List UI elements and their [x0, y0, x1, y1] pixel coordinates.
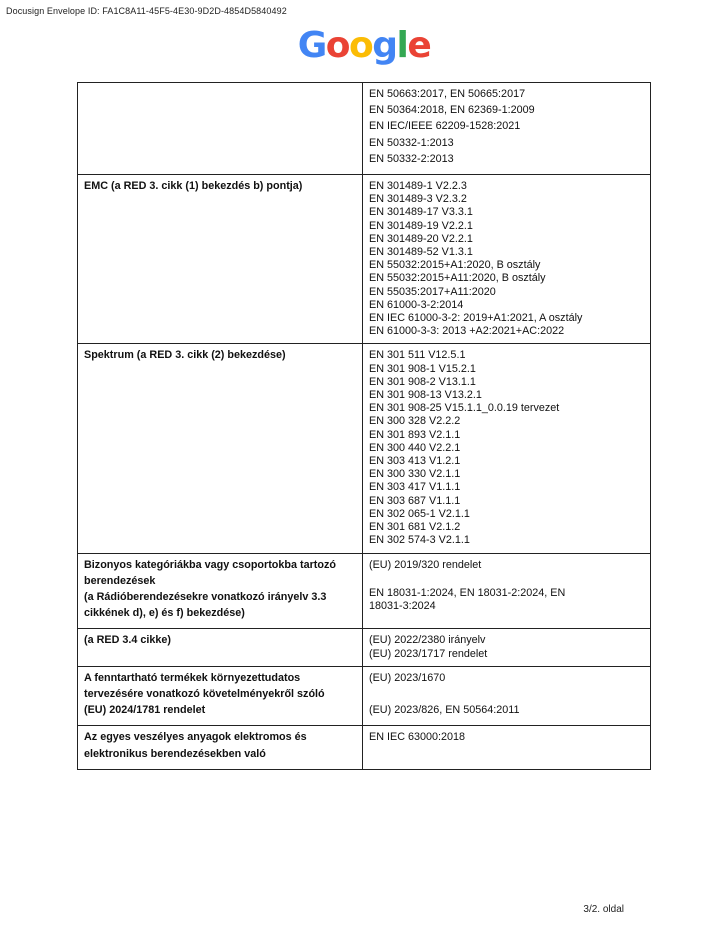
- logo-letter: o: [325, 25, 349, 66]
- standard-item: EN 301489-1 V2.2.3: [369, 180, 467, 193]
- standards-cell: [363, 344, 651, 553]
- standard-item: EN 55032:2015+A1:2020, B osztály: [369, 259, 541, 272]
- standard-item: EN 300 330 V2.1.1: [369, 468, 461, 481]
- category-cell: (a RED 3.4 cikke): [78, 629, 363, 666]
- category-cell: [78, 666, 363, 726]
- logo-letter: o: [349, 25, 373, 66]
- standard-item: EN 301 511 V12.5.1: [369, 349, 466, 362]
- standard-item: EN 61000-3-2:2014: [369, 298, 464, 311]
- table-row: [78, 629, 651, 666]
- standard-item: EN 303 417 V1.1.1: [369, 481, 461, 494]
- standard-item: EN 18031-1:2024, EN 18031-2:2024, EN: [369, 586, 566, 599]
- standard-item: EN 55032:2015+A11:2020, B osztály: [369, 272, 546, 285]
- standard-item: EN 55035:2017+A11:2020: [369, 285, 496, 298]
- standard-item: EN 301 908-25 V15.1.1_0.0.19 tervezet: [369, 402, 560, 415]
- category-line: A fenntartható termékek környezettudatos: [84, 671, 301, 684]
- table-row: [78, 726, 651, 769]
- table-row: [78, 553, 651, 629]
- standard-item: EN 301489-52 V1.3.1: [369, 246, 473, 259]
- category-line: (a Rádióberendezésekre vonatkozó irányelv 3.3: [84, 590, 327, 603]
- standard-item: EN 301489-3 V2.3.2: [369, 193, 467, 206]
- standard-item: EN 303 687 V1.1.1: [369, 494, 461, 507]
- logo-letter: e: [407, 25, 431, 66]
- standards-cell: [363, 666, 651, 726]
- standards-cell: [363, 629, 651, 666]
- standard-item: EN 301 908-13 V13.2.1: [369, 389, 482, 402]
- standard-item: (EU) 2022/2380 irányelv: [369, 634, 486, 647]
- category-line: Bizonyos kategóriákba vagy csoportokba tartozó: [84, 558, 336, 571]
- standard-item: EN 50663:2017, EN 50665:2017: [369, 88, 526, 100]
- standard-item: EN 300 440 V2.2.1: [369, 441, 461, 454]
- standards-cell: [363, 83, 651, 175]
- standard-item: EN 301 893 V2.1.1: [369, 428, 461, 441]
- standard-item: EN 301 908-1 V15.2.1: [369, 362, 476, 375]
- standard-item: EN 301 908-2 V13.1.1: [369, 375, 476, 388]
- category-cell: [78, 553, 363, 629]
- logo-letter: l: [396, 25, 408, 66]
- category-cell: Spektrum (a RED 3. cikk (2) bekezdése): [78, 344, 363, 553]
- standard-item: (EU) 2019/320 rendelet: [369, 558, 482, 571]
- category-line: elektronikus berendezésekben való: [84, 747, 266, 760]
- standard-item: EN 300 328 V2.2.2: [369, 415, 461, 428]
- category-cell: [78, 726, 363, 769]
- logo-letter: g: [372, 25, 397, 66]
- standard-item: (EU) 2023/1670: [369, 671, 446, 684]
- standard-item: (EU) 2023/1717 rendelet: [369, 647, 488, 660]
- standard-item: EN 301489-19 V2.2.1: [369, 219, 473, 232]
- table-row: [78, 83, 651, 175]
- standard-item: EN 301489-17 V3.3.1: [369, 206, 473, 219]
- standard-item: EN IEC 61000-3-2: 2019+A1:2021, A osztály: [369, 312, 583, 325]
- category-line: (EU) 2024/1781 rendelet: [84, 704, 206, 717]
- standards-cell: [363, 553, 651, 629]
- page-number: 3/2. oldal: [583, 904, 624, 915]
- category-line: Az egyes veszélyes anyagok elektromos és: [84, 731, 307, 744]
- standards-table: [77, 82, 651, 770]
- category-line: berendezések: [84, 574, 156, 587]
- category-line: cikkének d), e) és f) bekezdése): [84, 607, 245, 620]
- standard-item: EN IEC/IEEE 62209-1528:2021: [369, 120, 521, 133]
- standard-item: EN 50332-1:2013: [369, 136, 454, 149]
- logo-letter: G: [297, 25, 326, 66]
- standard-item: EN IEC 63000:2018: [369, 731, 466, 744]
- table-row: [78, 175, 651, 344]
- standard-item: EN 50364:2018, EN 62369-1:2009: [369, 104, 535, 117]
- table-row: [78, 344, 651, 553]
- google-logo: [0, 26, 728, 66]
- standard-item: EN 302 065-1 V2.1.1: [369, 507, 470, 520]
- standard-item: EN 301 681 V2.1.2: [369, 521, 461, 534]
- envelope-id: Docusign Envelope ID: FA1C8A11-45F5-4E30-9D2D-4854D5840492: [6, 6, 287, 16]
- standard-item: EN 50332-2:2013: [369, 152, 454, 165]
- standard-item: EN 303 413 V1.2.1: [369, 455, 461, 468]
- standards-cell: [363, 726, 651, 769]
- category-line: tervezésére vonatkozó követelményekről szóló: [84, 687, 325, 700]
- standard-item: EN 301489-20 V2.2.1: [369, 232, 473, 245]
- category-cell: EMC (a RED 3. cikk (1) bekezdés b) pontja): [78, 175, 363, 344]
- standard-item: EN 302 574-3 V2.1.1: [369, 534, 470, 547]
- standard-item: (EU) 2023/826, EN 50564:2011: [369, 703, 520, 716]
- table-row: [78, 666, 651, 726]
- standard-item: EN 61000-3-3: 2013 +A2:2021+AC:2022: [369, 325, 565, 338]
- standard-item: 18031-3:2024: [369, 599, 436, 612]
- standards-cell: [363, 175, 651, 344]
- category-cell: [78, 83, 363, 175]
